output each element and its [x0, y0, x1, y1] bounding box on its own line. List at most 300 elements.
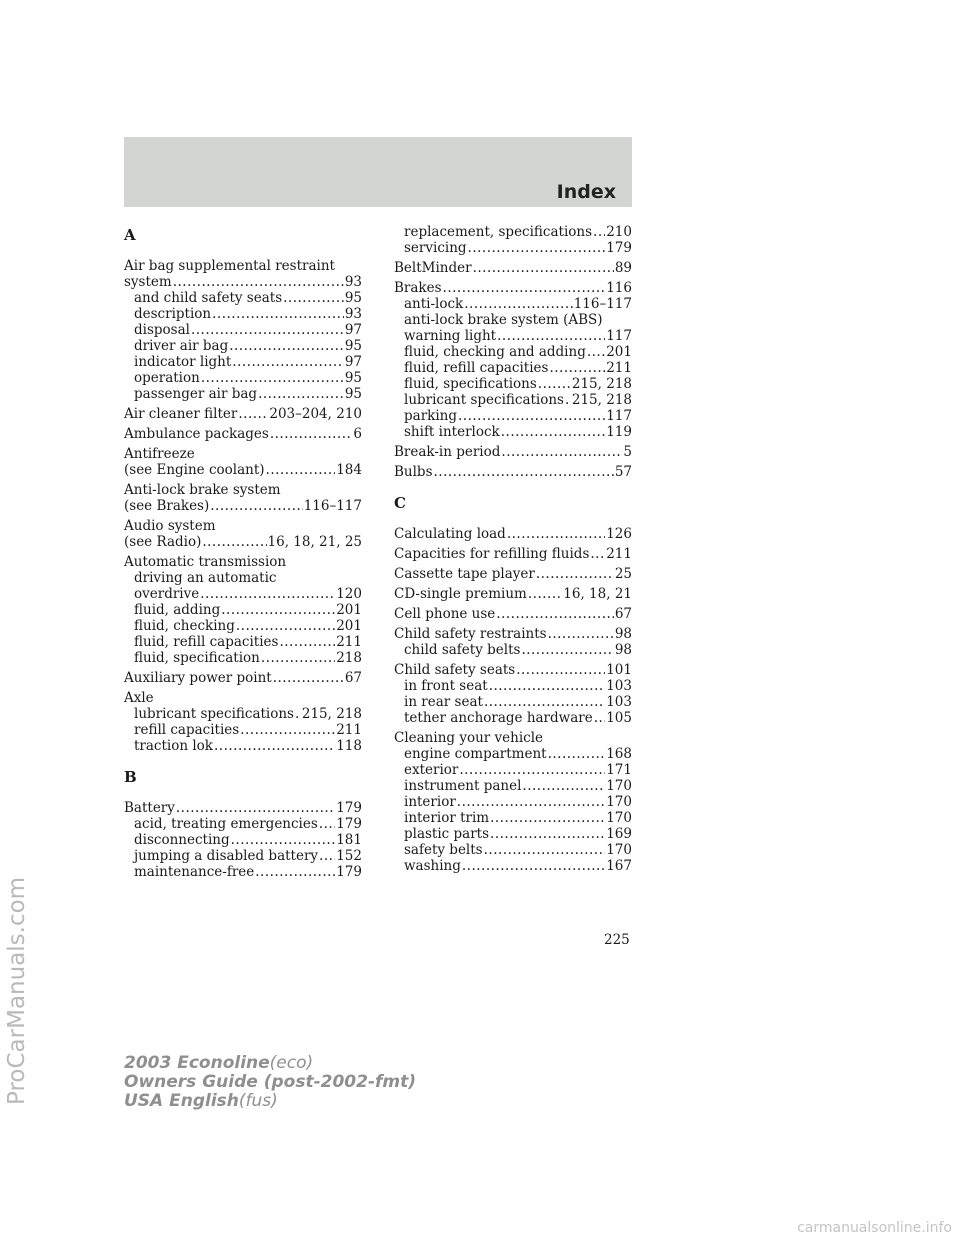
entry-page-ref: 16, 18, 21 — [563, 586, 632, 602]
footer-language-code: (fus) — [238, 1091, 278, 1111]
entry-term: child safety belts — [404, 642, 521, 658]
entry-page-ref: 97 — [344, 354, 362, 370]
index-subentry-line — [124, 722, 362, 738]
entry-term: BeltMinder — [394, 260, 472, 276]
entry-page-ref: 6 — [353, 426, 362, 442]
document-footer — [124, 1054, 416, 1111]
index-entry-line — [124, 518, 362, 534]
leader-dots — [464, 296, 572, 312]
leader-dots — [279, 634, 335, 650]
index-entry — [394, 730, 632, 874]
leader-dots — [590, 546, 605, 562]
footer-model-code: (eco) — [269, 1053, 314, 1073]
entry-term: Audio system — [124, 518, 216, 534]
entry-term: Child safety restraints — [394, 626, 547, 642]
section-header-band — [124, 137, 632, 207]
entry-page-ref: 179 — [606, 240, 632, 256]
entry-term: anti-lock brake system (ABS) — [404, 312, 603, 328]
index-entry — [394, 224, 632, 256]
index-subentry-line — [124, 816, 362, 832]
entry-term: fluid, specifications — [404, 376, 537, 392]
entry-page-ref: 67 — [614, 606, 632, 622]
entry-page-ref: 101 — [606, 662, 632, 678]
index-entry-line — [124, 258, 362, 274]
entry-page-ref: 118 — [336, 738, 362, 754]
entry-term: overdrive — [134, 586, 200, 602]
index-entry-line — [394, 280, 632, 296]
index-entry — [124, 554, 362, 666]
entry-term: Axle — [124, 690, 154, 706]
entry-term: (see Brakes) — [124, 498, 210, 514]
entry-page-ref: 93 — [344, 306, 362, 322]
entry-page-ref: 203–204, 210 — [269, 406, 362, 422]
index-entry — [124, 670, 362, 686]
entry-page-ref: 215, 218 — [571, 392, 632, 408]
index-entry — [394, 566, 632, 582]
page-number: 225 — [604, 932, 630, 948]
leader-dots — [273, 670, 344, 686]
index-subentry-line — [394, 240, 632, 256]
leader-dots — [258, 386, 344, 402]
index-subentry-line — [124, 290, 362, 306]
entry-page-ref: 119 — [606, 424, 632, 440]
index-subentry-line — [394, 678, 632, 694]
entry-page-ref: 179 — [336, 864, 362, 880]
leader-dots — [221, 602, 335, 618]
index-subentry-line — [124, 322, 362, 338]
entry-page-ref: 16, 18, 21, 25 — [267, 534, 362, 550]
index-entry — [124, 482, 362, 514]
entry-page-ref: 170 — [606, 810, 632, 826]
entry-page-ref: 98 — [614, 642, 632, 658]
index-subentry-line — [124, 354, 362, 370]
entry-page-ref: 117 — [606, 328, 632, 344]
entry-term: driving an automatic — [134, 570, 277, 586]
index-subentry-line — [124, 706, 362, 722]
entry-term: lubricant specifications — [134, 706, 294, 722]
entry-term: system — [124, 274, 172, 290]
index-subentry-line — [394, 312, 632, 328]
index-entry-line — [394, 444, 632, 460]
index-subentry-line — [394, 376, 632, 392]
entry-term: fluid, checking — [134, 618, 235, 634]
leader-dots — [507, 526, 605, 542]
entry-page-ref: 170 — [606, 778, 632, 794]
leader-dots — [212, 306, 344, 322]
entry-term: fluid, refill capacities — [134, 634, 279, 650]
entry-page-ref: 168 — [606, 746, 632, 762]
leader-dots — [214, 738, 335, 754]
footer-language: USA English — [124, 1091, 239, 1111]
index-subentry-line — [394, 392, 632, 408]
entry-page-ref: 210 — [606, 224, 632, 240]
entry-page-ref: 171 — [606, 762, 632, 778]
entry-term: fluid, checking and adding — [404, 344, 586, 360]
entry-term: Brakes — [394, 280, 442, 296]
leader-dots — [283, 290, 344, 306]
leader-dots — [266, 462, 336, 478]
entry-term: Antifreeze — [124, 446, 195, 462]
index-entry-line — [394, 626, 632, 642]
leader-dots — [490, 810, 605, 826]
leader-dots — [240, 722, 335, 738]
entry-page-ref: 89 — [614, 260, 632, 276]
entry-page-ref: 103 — [606, 678, 632, 694]
index-subentry-line — [394, 408, 632, 424]
leader-dots — [457, 794, 605, 810]
entry-page-ref: 25 — [614, 566, 632, 582]
index-subentry-line — [124, 618, 362, 634]
entry-term: (see Engine coolant) — [124, 462, 265, 478]
leader-dots — [501, 444, 622, 460]
index-subentry-line — [124, 602, 362, 618]
entry-page-ref: 184 — [336, 462, 362, 478]
entry-term: Auxiliary power point — [124, 670, 272, 686]
index-entry-line — [124, 690, 362, 706]
section-title: Index — [556, 181, 616, 203]
index-subentry-line — [394, 344, 632, 360]
leader-dots — [295, 706, 301, 722]
index-column-left — [124, 224, 362, 884]
index-entry — [124, 518, 362, 550]
entry-page-ref: 116–117 — [573, 296, 632, 312]
leader-dots — [587, 344, 605, 360]
entry-page-ref: 95 — [344, 338, 362, 354]
entry-term: indicator light — [134, 354, 232, 370]
entry-page-ref: 179 — [336, 800, 362, 816]
footer-guide: Owners Guide (post-2002-fmt) — [124, 1072, 417, 1092]
index-entry-line — [394, 730, 632, 746]
index-subentry-line — [124, 586, 362, 602]
entry-page-ref: 170 — [606, 842, 632, 858]
index-letter-heading: B — [124, 768, 137, 786]
leader-dots — [496, 606, 614, 622]
index-subentry-line — [124, 864, 362, 880]
entry-term: interior trim — [404, 810, 490, 826]
leader-dots — [201, 370, 344, 386]
index-entry-line — [124, 498, 362, 514]
index-letter-heading: A — [124, 226, 136, 244]
footer-line-2 — [124, 1073, 416, 1092]
entry-term: servicing — [404, 240, 467, 256]
entry-page-ref: 117 — [606, 408, 632, 424]
leader-dots — [458, 408, 605, 424]
index-entry — [394, 526, 632, 542]
entry-term: description — [134, 306, 212, 322]
entry-term: (see Radio) — [124, 534, 202, 550]
entry-term: in front seat — [404, 678, 488, 694]
leader-dots — [255, 864, 335, 880]
index-entry — [394, 546, 632, 562]
entry-term: Ambulance packages — [124, 426, 269, 442]
leader-dots — [319, 816, 335, 832]
entry-term: Cell phone use — [394, 606, 496, 622]
index-subentry-line — [394, 694, 632, 710]
index-subentry-line — [124, 306, 362, 322]
entry-term: traction lok — [134, 738, 213, 754]
entry-term: refill capacities — [134, 722, 240, 738]
index-subentry-line — [124, 570, 362, 586]
leader-dots — [484, 694, 605, 710]
index-subentry-line — [394, 826, 632, 842]
index-entry-line — [394, 464, 632, 480]
entry-term: shift interlock — [404, 424, 500, 440]
leader-dots — [238, 406, 268, 422]
entry-page-ref: 215, 218 — [301, 706, 362, 722]
index-entry — [124, 800, 362, 880]
index-entry — [394, 586, 632, 602]
leader-dots — [536, 566, 614, 582]
leader-dots — [270, 426, 353, 442]
entry-page-ref: 211 — [336, 634, 362, 650]
index-column-right — [394, 224, 632, 878]
leader-dots — [443, 280, 606, 296]
leader-dots — [565, 392, 571, 408]
entry-page-ref: 120 — [336, 586, 362, 602]
entry-page-ref: 211 — [606, 546, 632, 562]
index-subentry-line — [124, 848, 362, 864]
leader-dots — [236, 618, 335, 634]
entry-term: Child safety seats — [394, 662, 516, 678]
leader-dots — [594, 710, 606, 726]
entry-page-ref: 5 — [623, 444, 632, 460]
entry-term: Cassette tape player — [394, 566, 535, 582]
entry-term: lubricant specifications — [404, 392, 564, 408]
leader-dots — [229, 338, 344, 354]
leader-dots — [497, 328, 605, 344]
entry-term: Capacities for refilling fluids — [394, 546, 590, 562]
entry-term: Air cleaner filter — [124, 406, 238, 422]
entry-term: and child safety seats — [134, 290, 283, 306]
index-subentry-line — [394, 296, 632, 312]
leader-dots — [200, 586, 335, 602]
index-entry — [124, 406, 362, 422]
index-subentry-line — [394, 810, 632, 826]
leader-dots — [548, 626, 614, 642]
entry-page-ref: 105 — [606, 710, 632, 726]
entry-page-ref: 179 — [336, 816, 362, 832]
index-subentry-line — [394, 778, 632, 794]
entry-page-ref: 103 — [606, 694, 632, 710]
leader-dots — [593, 224, 605, 240]
entry-term: disposal — [134, 322, 190, 338]
leader-dots — [176, 800, 335, 816]
entry-term: passenger air bag — [134, 386, 258, 402]
index-subentry-line — [394, 224, 632, 240]
entry-term: jumping a disabled battery — [134, 848, 319, 864]
entry-page-ref: 93 — [344, 274, 362, 290]
entry-page-ref: 116 — [606, 280, 632, 296]
leader-dots — [484, 842, 606, 858]
index-entry-line — [124, 406, 362, 422]
entry-page-ref: 95 — [344, 386, 362, 402]
leader-dots — [462, 858, 605, 874]
bottom-watermark: carmanualsonline.info — [797, 1220, 952, 1236]
footer-model: 2003 Econoline — [124, 1053, 270, 1073]
leader-dots — [516, 662, 605, 678]
entry-page-ref: 126 — [606, 526, 632, 542]
entry-page-ref: 152 — [336, 848, 362, 864]
leader-dots — [173, 274, 344, 290]
entry-term: parking — [404, 408, 457, 424]
leader-dots — [473, 260, 614, 276]
entry-term: in rear seat — [404, 694, 483, 710]
entry-page-ref: 201 — [606, 344, 632, 360]
entry-term: disconnecting — [134, 832, 230, 848]
leader-dots — [538, 376, 571, 392]
index-entry — [124, 690, 362, 754]
entry-page-ref: 211 — [606, 360, 632, 376]
entry-term: exterior — [404, 762, 459, 778]
index-entry-line — [124, 800, 362, 816]
entry-page-ref: 95 — [344, 370, 362, 386]
leader-dots — [489, 678, 606, 694]
entry-term: CD-single premium — [394, 586, 527, 602]
entry-term: fluid, adding — [134, 602, 221, 618]
entry-term: replacement, specifications — [404, 224, 593, 240]
index-subentry-line — [394, 746, 632, 762]
index-entry-line — [124, 482, 362, 498]
entry-page-ref: 98 — [614, 626, 632, 642]
entry-page-ref: 201 — [336, 602, 362, 618]
leader-dots — [528, 586, 562, 602]
index-subentry-line — [124, 650, 362, 666]
index-entry — [394, 606, 632, 622]
entry-term: Anti-lock brake system — [124, 482, 281, 498]
leader-dots — [490, 826, 605, 842]
index-subentry-line — [394, 360, 632, 376]
index-subentry-line — [394, 328, 632, 344]
index-entry — [394, 260, 632, 276]
index-entry-line — [124, 426, 362, 442]
index-subentry-line — [124, 634, 362, 650]
leader-dots — [261, 650, 335, 666]
entry-page-ref: 211 — [336, 722, 362, 738]
entry-page-ref: 215, 218 — [571, 376, 632, 392]
index-letter-heading: C — [394, 494, 406, 512]
entry-term: Break-in period — [394, 444, 501, 460]
entry-term: fluid, refill capacities — [404, 360, 549, 376]
entry-term: Cleaning your vehicle — [394, 730, 544, 746]
index-subentry-line — [394, 710, 632, 726]
index-subentry-line — [124, 738, 362, 754]
leader-dots — [202, 534, 266, 550]
index-entry-line — [124, 534, 362, 550]
index-entry-line — [124, 274, 362, 290]
entry-page-ref: 57 — [614, 464, 632, 480]
leader-dots — [232, 354, 344, 370]
leader-dots — [434, 464, 614, 480]
entry-term: plastic parts — [404, 826, 490, 842]
entry-term: safety belts — [404, 842, 483, 858]
footer-line-3 — [124, 1092, 416, 1111]
entry-page-ref: 95 — [344, 290, 362, 306]
index-subentry-line — [124, 338, 362, 354]
leader-dots — [459, 762, 605, 778]
entry-page-ref: 116–117 — [303, 498, 362, 514]
footer-line-1 — [124, 1054, 416, 1073]
leader-dots — [191, 322, 344, 338]
index-entry-line — [394, 606, 632, 622]
index-entry — [394, 464, 632, 480]
index-subentry-line — [394, 762, 632, 778]
leader-dots — [521, 642, 613, 658]
entry-page-ref: 167 — [606, 858, 632, 874]
entry-page-ref: 170 — [606, 794, 632, 810]
index-entry-line — [394, 260, 632, 276]
index-subentry-line — [124, 832, 362, 848]
index-entry-line — [124, 462, 362, 478]
index-entry — [124, 426, 362, 442]
index-entry-line — [124, 446, 362, 462]
index-subentry-line — [394, 642, 632, 658]
entry-term: tether anchorage hardware — [404, 710, 593, 726]
entry-term: driver air bag — [134, 338, 229, 354]
index-entry — [394, 444, 632, 460]
entry-term: engine compartment — [404, 746, 547, 762]
index-entry-line — [394, 566, 632, 582]
entry-term: washing — [404, 858, 461, 874]
leader-dots — [549, 360, 605, 376]
leader-dots — [522, 778, 605, 794]
index-entry-line — [394, 586, 632, 602]
index-subentry-line — [394, 424, 632, 440]
entry-page-ref: 218 — [336, 650, 362, 666]
index-subentry-line — [394, 842, 632, 858]
entry-term: interior — [404, 794, 456, 810]
index-entry — [394, 626, 632, 658]
entry-term: operation — [134, 370, 200, 386]
index-entry-line — [124, 670, 362, 686]
entry-page-ref: 169 — [606, 826, 632, 842]
index-entry — [124, 446, 362, 478]
leader-dots — [548, 746, 606, 762]
entry-term: anti-lock — [404, 296, 464, 312]
index-entry-line — [394, 526, 632, 542]
entry-page-ref: 67 — [344, 670, 362, 686]
entry-term: instrument panel — [404, 778, 522, 794]
entry-page-ref: 181 — [336, 832, 362, 848]
entry-term: fluid, specification — [134, 650, 260, 666]
leader-dots — [319, 848, 335, 864]
index-subentry-line — [124, 370, 362, 386]
leader-dots — [210, 498, 302, 514]
index-entry — [394, 662, 632, 726]
index-entry-line — [394, 546, 632, 562]
entry-term: acid, treating emergencies — [134, 816, 318, 832]
entry-term: Bulbs — [394, 464, 433, 480]
entry-page-ref: 97 — [344, 322, 362, 338]
leader-dots — [468, 240, 606, 256]
index-subentry-line — [124, 386, 362, 402]
entry-term: Air bag supplemental restraint — [124, 258, 335, 274]
side-watermark: ProCarManuals.com — [4, 876, 30, 1105]
entry-page-ref: 201 — [336, 618, 362, 634]
index-subentry-line — [394, 794, 632, 810]
index-entry-line — [124, 554, 362, 570]
index-subentry-line — [394, 858, 632, 874]
entry-term: warning light — [404, 328, 497, 344]
entry-term: maintenance-free — [134, 864, 255, 880]
entry-term: Battery — [124, 800, 175, 816]
leader-dots — [231, 832, 336, 848]
index-entry — [124, 258, 362, 402]
entry-term: Automatic transmission — [124, 554, 287, 570]
index-entry — [394, 280, 632, 440]
index-entry-line — [394, 662, 632, 678]
leader-dots — [501, 424, 605, 440]
entry-term: Calculating load — [394, 526, 506, 542]
